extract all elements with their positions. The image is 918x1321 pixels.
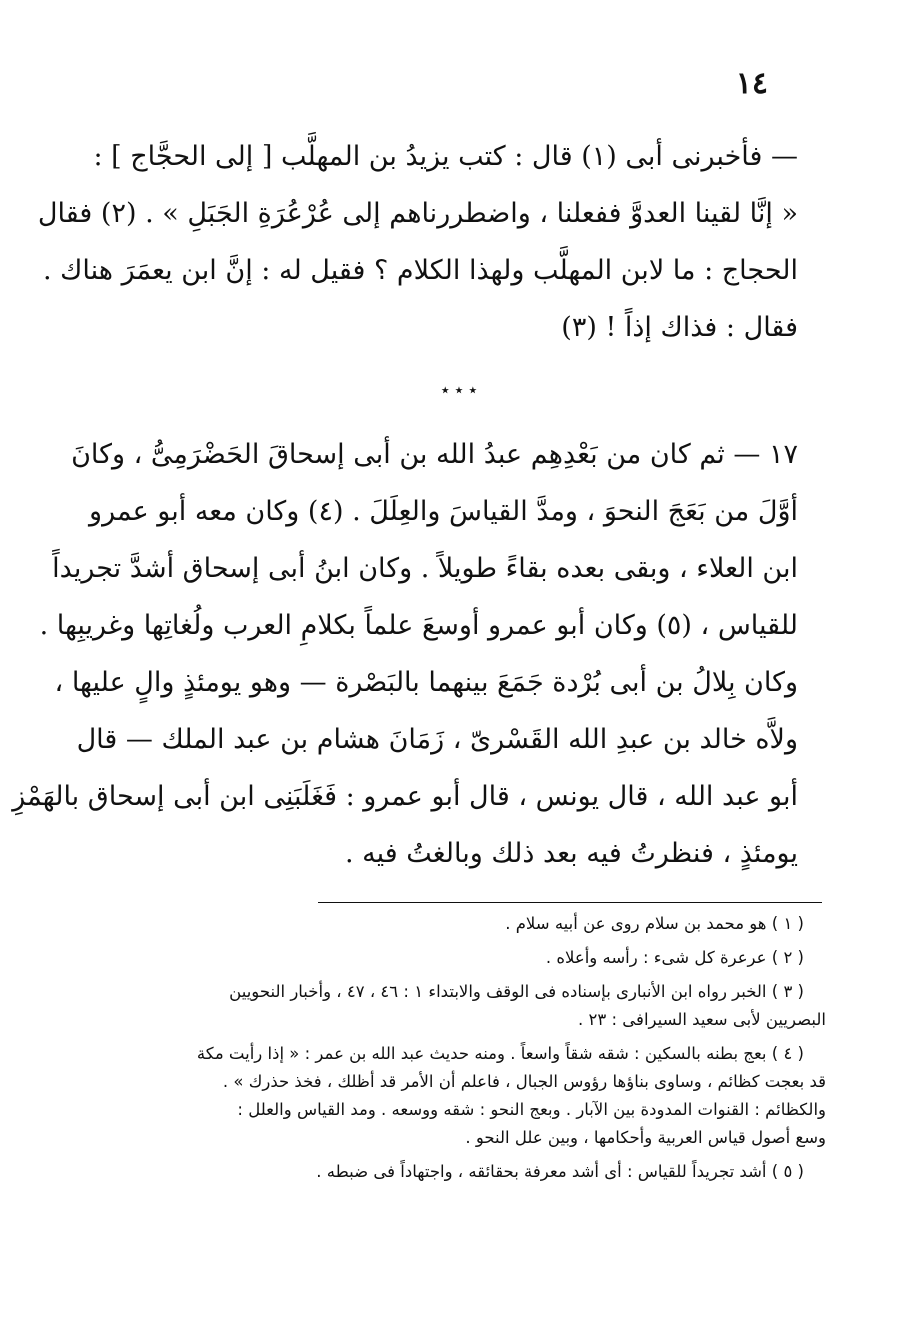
text-line: يومئذٍ ، فنظرتُ فيه بعد ذلك وبالغتُ فيه . xyxy=(344,838,798,869)
text-line: « إنَّا لقينا العدوَّ ففعلنا ، واضطررناهم إلى عُرْعُرَةِ الجَبَلِ » . (٢) فقال xyxy=(37,198,798,229)
text-line: الحجاج : ما لابن المهلَّب ولهذا الكلام ؟ فقيل له : إنَّ ابن يعمَرَ هناك . xyxy=(43,255,798,286)
footnote-1 xyxy=(86,910,826,938)
paragraph-17-ibn-abi-ishaq xyxy=(12,426,798,882)
text-line: ١٧ — ثم كان من بَعْدِهِم عبدُ الله بن أبى إسحاقَ الحَضْرَمِىُّ ، وكانَ xyxy=(71,439,798,470)
footnote-5 xyxy=(86,1158,826,1186)
footnote-line: ( ٤ ) بعج بطنه بالسكين : شقه شقاً واسعاً . ومنه حديث عبد الله بن عمر : « إذا رأيت مكة xyxy=(196,1044,804,1063)
text-line: أوَّلَ من بَعَجَ النحوَ ، ومدَّ القياسَ والعِلَلَ . (٤) وكان معه أبو عمرو xyxy=(89,496,798,527)
page-number: ١٤ xyxy=(735,66,768,101)
footnote-line: ( ٣ ) الخبر رواه ابن الأنبارى بإسناده فى الوقف والابتداء ١ : ٤٦ ، ٤٧ ، وأخبار النحويين xyxy=(229,982,804,1001)
footnote-line: ( ١ ) هو محمد بن سلام روى عن أبيه سلام . xyxy=(505,914,804,933)
text-line: للقياس ، (٥) وكان أبو عمرو أوسعَ علماً بكلامِ العرب ولُغاتِها وغريبِها . xyxy=(39,610,798,641)
text-line: فقال : فذاك إذاً ! (٣) xyxy=(561,312,798,343)
text-line: أبو عبد الله ، قال يونس ، قال أبو عمرو : فَغَلَبَنِى ابن أبى إسحاق بالهَمْزِ xyxy=(12,781,798,812)
footnote-3 xyxy=(86,978,826,1034)
text-line: ولاَّه خالد بن عبدِ الله القَسْرىّ ، زَمَانَ هشام بن عبد الملك — قال xyxy=(76,724,798,755)
footnote-line: وسع أصول قياس العربية وأحكامها ، وبين علل النحو . xyxy=(465,1128,826,1147)
text-line: — فأخبرنى أبى (١) قال : كتب يزيدُ بن المهلَّب [ إلى الحجَّاج ] : xyxy=(93,141,798,172)
footnote-line: البصريين لأبى سعيد السيرافى : ٢٣ . xyxy=(578,1010,826,1029)
text-line: ابن العلاء ، وبقى بعده بقاءً طويلاً . وكان ابنُ أبى إسحاق أشدَّ تجريداً xyxy=(52,553,798,584)
footnote-line: قد بعجت كظائم ، وساوى بناؤها رؤوس الجبال ، فاعلم أن الأمر قد أظلك ، فخذ حذرك » . xyxy=(222,1072,826,1091)
paragraph-hajjaj-anecdote xyxy=(37,128,798,356)
footnote-line: ( ٢ ) عرعرة كل شىء : رأسه وأعلاه . xyxy=(545,948,804,967)
footnote-line: والكظائم : القنوات المدودة بين الآبار . وبعج النحو : شقه ووسعه . ومد القياس والعلل : xyxy=(237,1100,826,1119)
footnote-line: ( ٥ ) أشد تجريداً للقياس : أى أشد معرفة بحقائقه ، واجتهاداً فى ضبطه . xyxy=(316,1162,804,1181)
footnotes xyxy=(86,910,826,1186)
section-separator: ٭ ٭ ٭ xyxy=(440,380,478,399)
footnote-divider xyxy=(318,902,822,903)
footnote-4 xyxy=(86,1040,826,1152)
text-line: وكان بِلالُ بن أبى بُرْدة جَمَعَ بينهما بالبَصْرة — وهو يومئذٍ والٍ عليها ، xyxy=(54,667,798,698)
footnote-2 xyxy=(86,944,826,972)
